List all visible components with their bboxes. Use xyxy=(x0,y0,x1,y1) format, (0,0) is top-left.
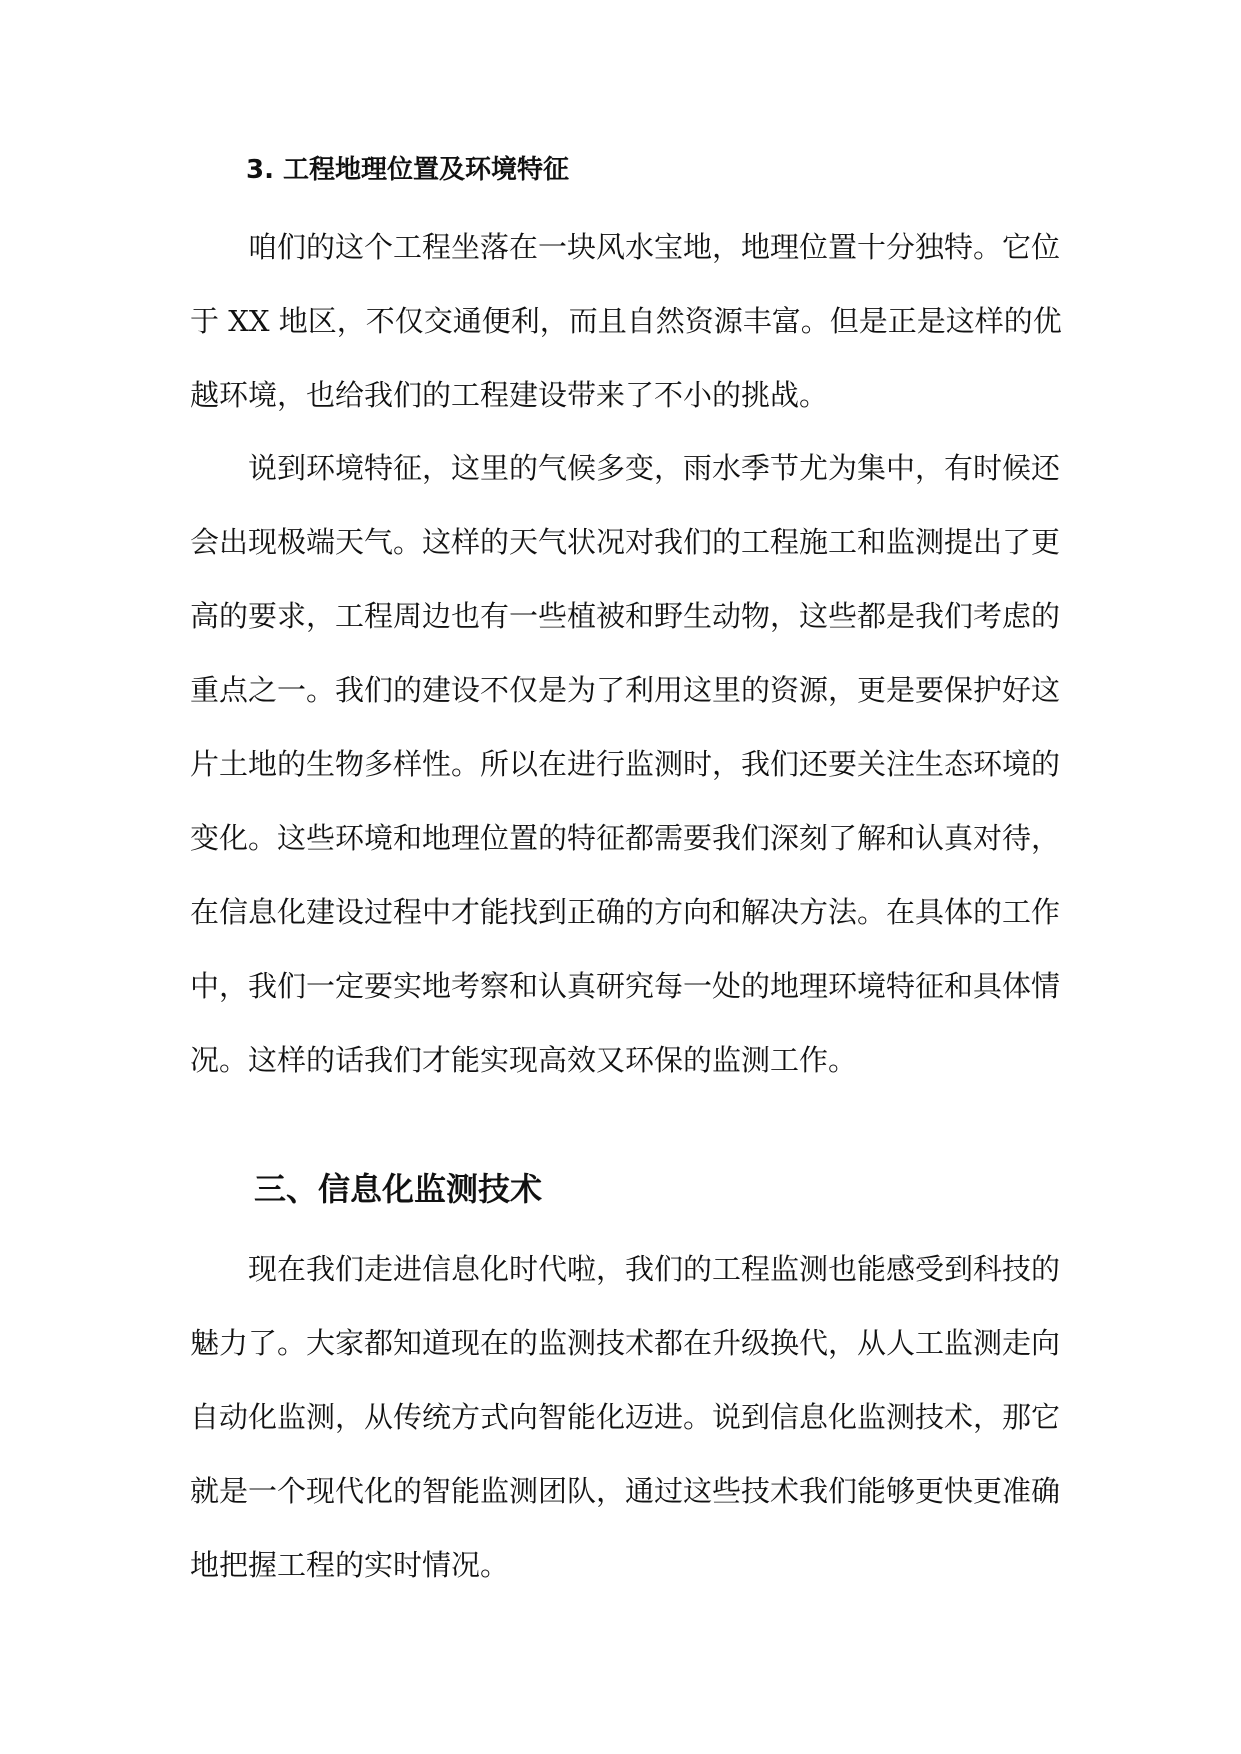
paragraph-line: 中，我们一定要实地考察和认真研究每一处的地理环境特征和具体情 xyxy=(190,969,1061,1003)
paragraph-line: 变化。这些环境和地理位置的特征都需要我们深刻了解和认真对待， xyxy=(190,821,1061,855)
paragraph-line: 于 XX 地区，不仅交通便利，而且自然资源丰富。但是正是这样的优 xyxy=(190,304,1062,338)
paragraph-line: 会出现极端天气。这样的天气状况对我们的工程施工和监测提出了更 xyxy=(190,525,1061,559)
section-heading: 三、信息化监测技术 xyxy=(254,1170,543,1208)
paragraph-line: 自动化监测，从传统方式向智能化迈进。说到信息化监测技术，那它 xyxy=(190,1400,1061,1434)
paragraph-line: 咱们的这个工程坐落在一块风水宝地，地理位置十分独特。它位 xyxy=(248,230,1061,264)
paragraph-line: 况。这样的话我们才能实现高效又环保的监测工作。 xyxy=(190,1043,858,1077)
paragraph-line: 重点之一。我们的建设不仅是为了利用这里的资源，更是要保护好这 xyxy=(190,673,1061,707)
paragraph-line: 现在我们走进信息化时代啦，我们的工程监测也能感受到科技的 xyxy=(248,1252,1061,1286)
paragraph-line: 魅力了。大家都知道现在的监测技术都在升级换代，从人工监测走向 xyxy=(190,1326,1061,1360)
paragraph-line: 越环境，也给我们的工程建设带来了不小的挑战。 xyxy=(190,378,829,412)
subsection-heading: 3. 工程地理位置及环境特征 xyxy=(246,155,570,185)
paragraph-line: 地把握工程的实时情况。 xyxy=(190,1548,510,1582)
paragraph-line: 说到环境特征，这里的气候多变，雨水季节尤为集中，有时候还 xyxy=(248,451,1061,485)
paragraph-environment xyxy=(190,431,1061,1097)
paragraph-line: 就是一个现代化的智能监测团队，通过这些技术我们能够更快更准确 xyxy=(190,1474,1061,1508)
paragraph-line: 在信息化建设过程中才能找到正确的方向和解决方法。在具体的工作 xyxy=(190,895,1061,929)
paragraph-location xyxy=(190,210,1062,432)
paragraph-monitoring xyxy=(190,1232,1061,1602)
paragraph-line: 高的要求，工程周边也有一些植被和野生动物，这些都是我们考虑的 xyxy=(190,599,1061,633)
paragraph-line: 片土地的生物多样性。所以在进行监测时，我们还要关注生态环境的 xyxy=(190,747,1061,781)
